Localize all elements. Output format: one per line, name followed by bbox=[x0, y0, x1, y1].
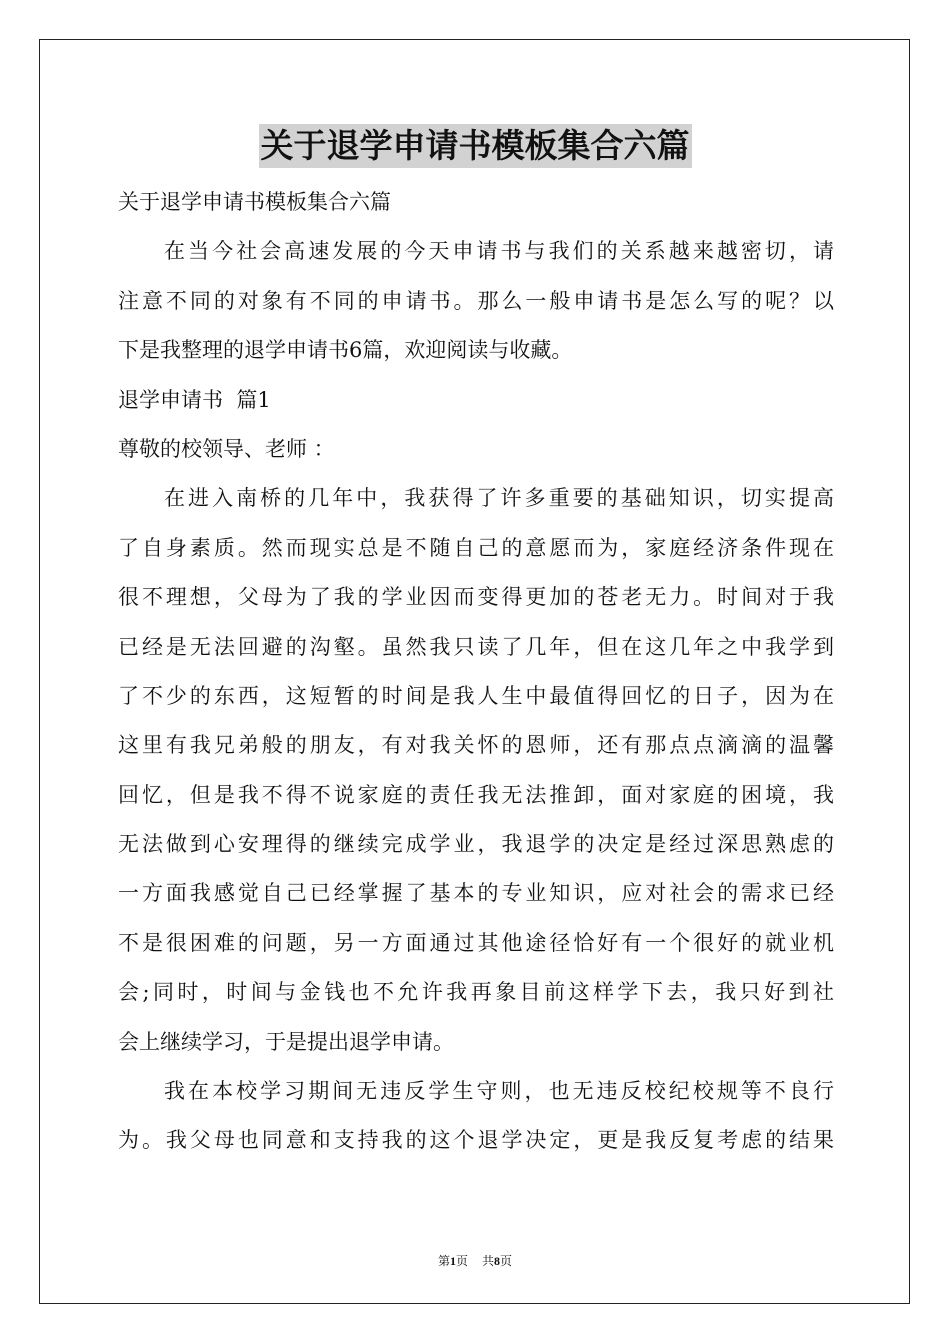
intro-line: 下是我整理的退学申请书6篇，欢迎阅读与收藏。 bbox=[118, 338, 573, 363]
paragraph-line: 了不少的东西，这短暂的时间是我人生中最值得回忆的日子，因为在 bbox=[118, 683, 834, 708]
paragraph-line: 不是很困难的问题，另一方面通过其他途径恰好有一个很好的就业机 bbox=[118, 930, 834, 955]
paragraph-line: 了自身素质。然而现实总是不随自己的意愿而为，家庭经济条件现在 bbox=[118, 535, 834, 560]
title-container bbox=[0, 124, 950, 168]
section-heading: 退学申请书 篇1 bbox=[118, 387, 271, 412]
paragraph-line: 回忆，但是我不得不说家庭的责任我无法推卸，面对家庭的困境，我 bbox=[118, 782, 834, 807]
paragraph-line: 我在本校学习期间无违反学生守则，也无违反校纪校规等不良行 bbox=[164, 1079, 834, 1104]
page-footer bbox=[0, 1252, 950, 1269]
total-suffix: 页 bbox=[500, 1254, 513, 1268]
page-total: 8 bbox=[494, 1254, 501, 1268]
paragraph-line: 已经是无法回避的沟壑。虽然我只读了几年，但在这几年之中我学到 bbox=[118, 634, 834, 659]
page-prefix: 第 bbox=[437, 1254, 450, 1268]
document-body bbox=[118, 178, 834, 1166]
salutation: 尊敬的校领导、老师 ： bbox=[118, 436, 335, 461]
paragraph-line: 会上继续学习，于是提出退学申请。 bbox=[118, 1029, 454, 1054]
page-suffix: 页 bbox=[455, 1254, 468, 1268]
paragraph-line: 这里有我兄弟般的朋友，有对我关怀的恩师，还有那点点滴滴的温馨 bbox=[118, 733, 834, 758]
intro-line: 注意不同的对象有不同的申请书。那么一般申请书是怎么写的呢？以 bbox=[118, 288, 834, 313]
paragraph-line: 无法做到心安理得的继续完成学业，我退学的决定是经过深思熟虑的 bbox=[118, 832, 834, 857]
paragraph-line: 为。我父母也同意和支持我的这个退学决定，更是我反复考虑的结果 bbox=[118, 1128, 834, 1153]
page-current: 1 bbox=[449, 1254, 456, 1268]
intro-line: 在当今社会高速发展的今天申请书与我们的关系越来越密切，请 bbox=[164, 239, 834, 264]
document-title: 关于退学申请书模板集合六篇 bbox=[259, 124, 692, 168]
paragraph-line: 很不理想，父母为了我的学业因而变得更加的苍老无力。时间对于我 bbox=[118, 585, 834, 610]
paragraph-line: 会;同时，时间与金钱也不允许我再象目前这样学下去，我只好到社 bbox=[118, 980, 834, 1005]
document-subtitle: 关于退学申请书模板集合六篇 bbox=[118, 190, 391, 214]
paragraph-line: 一方面我感觉自己已经掌握了基本的专业知识，应对社会的需求已经 bbox=[118, 881, 834, 906]
paragraph-line: 在进入南桥的几年中，我获得了许多重要的基础知识，切实提高 bbox=[164, 486, 834, 511]
total-prefix: 共 bbox=[482, 1254, 495, 1268]
